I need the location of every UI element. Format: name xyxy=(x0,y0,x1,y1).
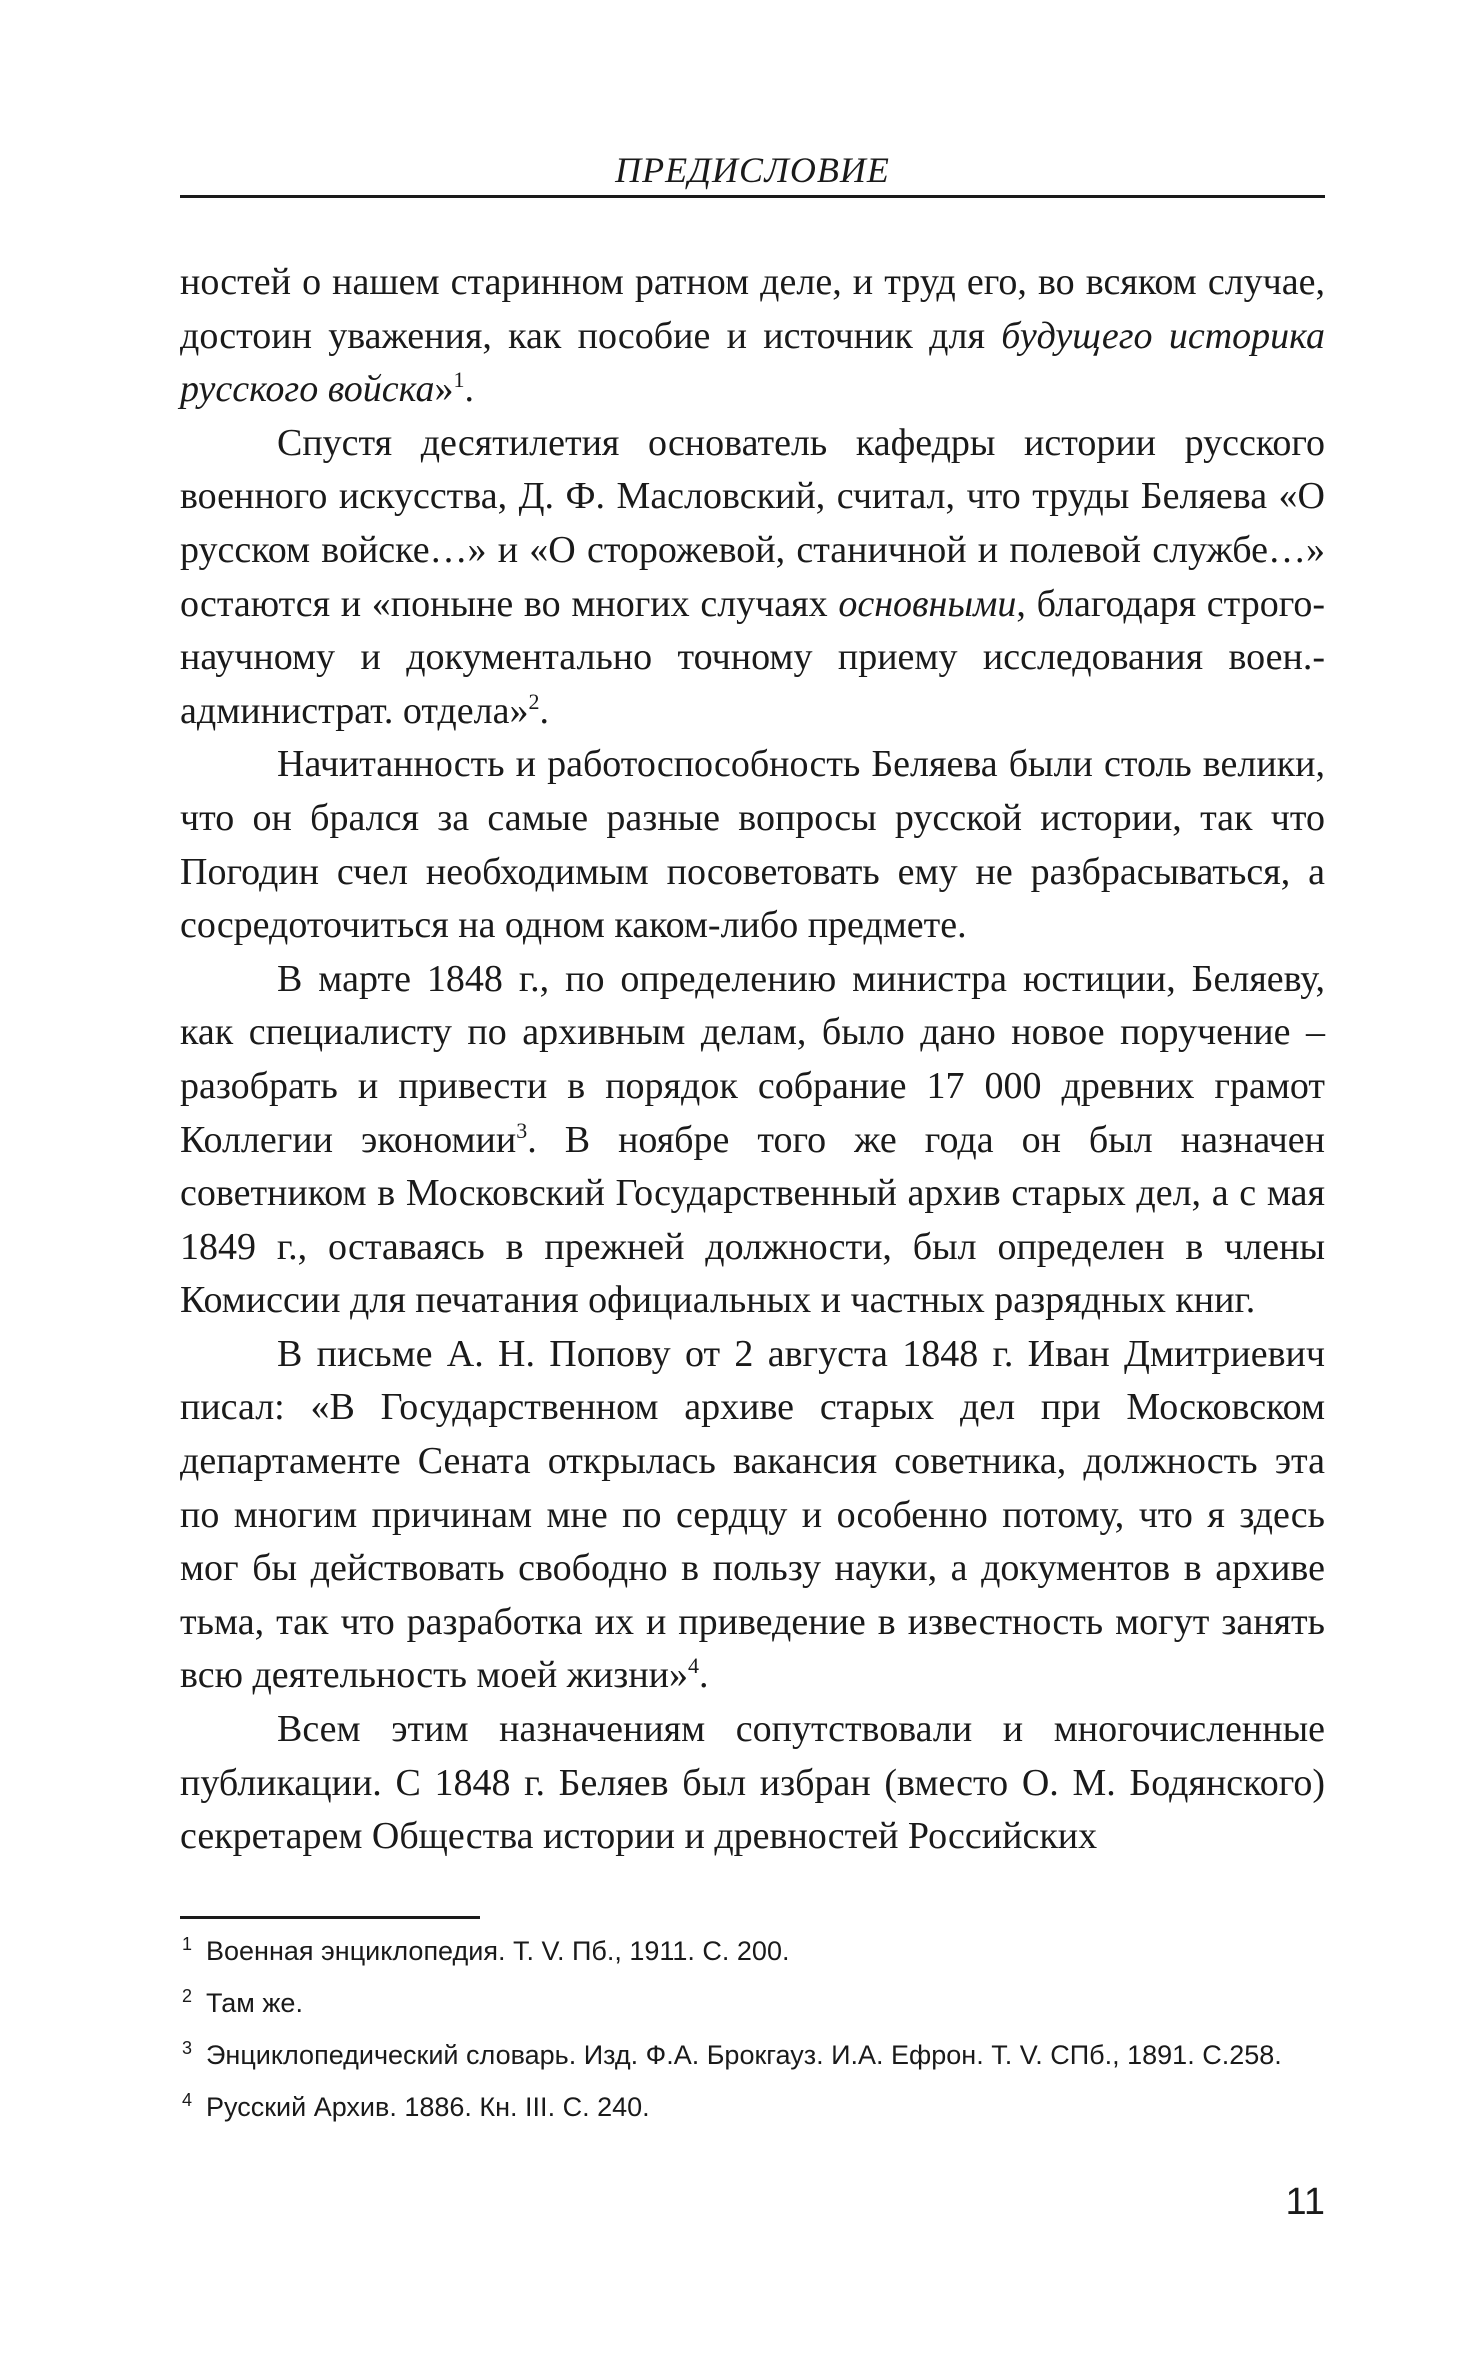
footnote-ref-4: 4 xyxy=(688,1653,699,1679)
footnote-ref-2: 2 xyxy=(528,688,540,714)
footnote-2: $^2$ Там же. xyxy=(182,1986,303,2018)
footnote-ref-3: 3 xyxy=(516,1117,528,1143)
paragraph-6: Всем этим назначениям сопутствовали и многочисленные публикации. С 1848 г. Беляев был избран (вместо О. М. Бодянского) секретарем Общества истории и древностей Российских xyxy=(180,1708,1325,1858)
paragraph-2: Спустя десятилетия основатель кафедры истории русского военного искусства, Д. Ф. Масловский, считал, что труды Беляева «О русском войске…» и «О сторожевой, станичной и полевой службе…» остаются и «поныне во многих случаях основными, благодаря строго-научному и документально точному приему исследования воен.-администрат. отдела»$^2$. xyxy=(180,421,1325,732)
footnote-ref-1: 1 xyxy=(453,367,465,393)
footnote-3: $^3$ Энциклопедический словарь. Изд. Ф.А. Брокгауз. И.А. Ефрон. Т. V. СПб., 1891. С.258. xyxy=(182,2038,1282,2070)
paragraph-3: Начитанность и работоспособность Беляева были столь велики, что он брался за самые разные вопросы русской истории, так что Погодин счел необходимым посоветовать ему не разбрасываться, а сосредоточиться на одном каком-либо предмете. xyxy=(180,743,1325,947)
footnote-1: $^1$ Военная энциклопедия. Т. V. Пб., 1911. С. 200. xyxy=(182,1934,790,1966)
footnote-rule xyxy=(180,1916,480,1919)
paragraph-4: В марте 1848 г., по определению министра юстиции, Беляеву, как специалисту по архивным делам, было дано новое поручение – разобрать и привести в порядок собрание 17 000 древних грамот Коллегии экономии$^3$. В ноябре того же года он был назначен советником в Московский Государственный архив старых дел, а с мая 1849 г., оставаясь в прежней должности, был определен в члены Комиссии для печатания официальных и частных разрядных книг. xyxy=(180,957,1325,1322)
footnote-4: $^4$ Русский Архив. 1886. Кн. III. С. 240. xyxy=(182,2090,650,2122)
running-head: ПРЕДИСЛОВИЕ xyxy=(615,150,890,190)
paragraph-5: В письме А. Н. Попову от 2 августа 1848 г. Иван Дмитриевич писал: «В Государственном архиве старых дел при Московском департаменте Сената открылась вакансия советника, должность эта по многим причинам мне по сердцу и особенно потому, что я здесь мог бы действовать свободно в пользу науки, а документов в архиве тьма, так что разработка их и приведение в известность могут занять всю деятельность моей жизни»$^4$. xyxy=(180,1332,1325,1697)
paragraph-1: ностей о нашем старинном ратном деле, и труд его, во всяком случае, достоин уважения, как пособие и источник для будущего историка русского войска»$^1$. xyxy=(180,261,1325,411)
footnotes xyxy=(180,1932,1325,2140)
page-number: 11 xyxy=(1285,2181,1325,2223)
main-text xyxy=(180,256,1325,1864)
header-rule xyxy=(180,195,1325,198)
